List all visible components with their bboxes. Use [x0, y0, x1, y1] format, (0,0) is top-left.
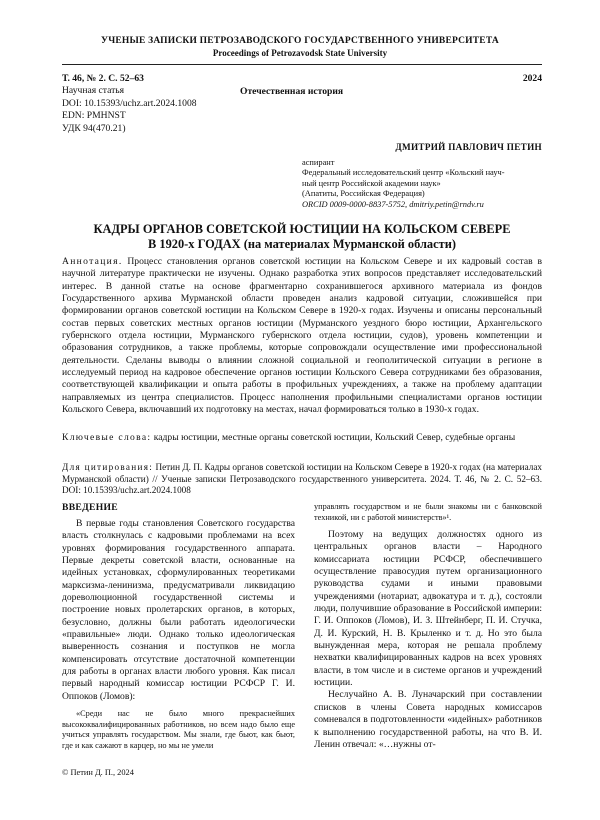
paragraph: В первые годы становления Советского государства власть столкнулась с кадровыми проблемами на всех уровнях формирования государственного аппарата. Первые декреты советской власти, основанные на идейных установках, сформулированных теоретиками марксизма-ленинизма, предусматривали ликвидацию дореволюционной государственной системы и построение новых пролетарских органов, в которых, безусловно, должны были работать идеологически «правильные» люди. Однако только идеологическая выверенность сознания и поступков не могла компенсировать отсутствие достаточной компетенции для работы в органах власти любого уровня. Как писал первый народный комиссар юстиции РСФСР Г. И. Оппоков (Ломов): [62, 518, 295, 702]
author-orcid-email: ORCID 0009-0000-8837-5752, dmitriy.petin@rndv.ru [302, 199, 484, 209]
citation-label: Для цитирования: [62, 462, 154, 472]
affiliation-line-2: ный центр Российской академии наук» [302, 178, 441, 188]
year: 2024 [522, 73, 542, 84]
author-position: аспирант [302, 158, 335, 167]
block-quote-end: управлять государством и не были знакомы ни с банковской техникой, ни с работой министерств»¹. [314, 502, 542, 522]
affiliation-location: (Апатиты, Российская Федерация) [302, 189, 425, 199]
udk: УДК 94(470.21) [62, 122, 126, 134]
abstract-label: Аннотация. [62, 256, 123, 267]
section-name: Отечественная история [240, 86, 344, 97]
edn: EDN: PMHNST [62, 110, 126, 122]
author-affiliation [302, 158, 542, 210]
paragraph: Неслучайно А. В. Луначарский при составлении списков в члены Совета народных комиссаров сомневался в подготовленности «идейных» работников к выполнению государственной работы, на что В. И. Ленин отвечал: «…нужны от- [314, 689, 542, 750]
doi: DOI: 10.15393/uchz.art.2024.1008 [62, 97, 197, 109]
article-meta [62, 73, 197, 135]
article-type: Научная статья [62, 85, 125, 97]
keywords [62, 432, 542, 444]
right-column [314, 502, 542, 751]
copyright: © Петин Д. П., 2024 [62, 768, 134, 777]
citation-text: Петин Д. П. Кадры органов советской юстиции на Кольском Севере в 1920-х годах (на материалах Мурманской области) // Ученые записки Петрозаводского государственного университета. 2024. Т. 46, № 2. С. 52–63. DOI: 10.15393/uchz.art.2024.1008 [62, 462, 542, 495]
abstract-text: Процесс становления органов советской юстиции на Кольском Севере и их кадровый состав в научной литературе практически не изучены. Однако разработка этих вопросов представляет исследовательский интерес. В данной статье на основе фрагментарно сохранившегося архивного материала из фондов Государственного архива Мурманской области проведен анализ кадровой ситуации, сложившейся при формировании органов советской юстиции на Кольском Севере в 1920-х годах. Изучены и описаны персональный состав первых советских местных органов юстиции (Мурманского уездного бюро юстиции, Архангельского губернского отдела юстиции, Мурманского губернского отдела юстиции, судов), уровень компетенции и образования сотрудников, а также проблемы, которые сопровождали осуществление ими профессиональной деятельности. Сделаны выводы о влиянии сложной социальной и геополитической ситуации в регионе в исследуемый период на кадровое обеспечение органов юстиции Кольского Севера сотрудниками без образования, соответствующей квалификации и опыта работы в профильных учреждениях, а также на проблему адаптации направляемых из центра специалистов. Процесс наполнения профильными специалистами органов юстиции Кольского Севера, включавший их подготовку на местах, начал формироваться только в 1930-х годах. [62, 256, 542, 416]
affiliation-line-1: Федеральный исследовательский центр «Кольский науч- [302, 168, 505, 178]
article-title [62, 222, 542, 252]
keywords-text: кадры юстиции, местные органы советской юстиции, Кольский Север, судебные органы [153, 432, 516, 443]
journal-title-english: Proceedings of Petrozavodsk State University [212, 48, 388, 58]
volume-info: Т. 46, № 2. С. 52–63 [62, 73, 144, 84]
header-divider [62, 64, 542, 65]
block-quote: «Среди нас не было много прекраснейших высококвалифицированных работников, но всем надо было еще учиться управлять государством. Мы знали, где бьют, как бьют, где и как сажают в карцер, но мы не умели [62, 709, 295, 750]
paragraph: Поэтому на ведущих должностях одного из центральных органов власти – Народного комиссариата юстиции РСФСР, обеспечившего осуществление правосудия путем организационного руководства судами и иными правовыми учреждениями (нотариат, адвокатура и т. д.), состояли люди, получившие образование в Российской империи: Г. И. Оппоков (Ломов), И. З. Штейнберг, П. И. Стучка, Д. И. Курский, Н. В. Крыленко и т. д. Но это была вынужденная мера, которая не решала проблему нехватки квалифицированных кадров на всех уровнях власти, в том числе и в системе органов и учреждений юстиции. [314, 529, 542, 689]
title-line-2: В 1920-х ГОДАХ (на материалах Мурманской области) [148, 237, 456, 251]
title-line-1: КАДРЫ ОРГАНОВ СОВЕТСКОЙ ЮСТИЦИИ НА КОЛЬСКОМ СЕВЕРЕ [93, 222, 511, 236]
citation [62, 462, 542, 497]
author-name: ДМИТРИЙ ПАВЛОВИЧ ПЕТИН [395, 142, 542, 152]
abstract [62, 256, 542, 416]
journal-title: УЧЕНЫЕ ЗАПИСКИ ПЕТРОЗАВОДСКОГО ГОСУДАРСТВЕННОГО УНИВЕРСИТЕТА [101, 36, 499, 46]
left-column [62, 518, 295, 751]
keywords-label: Ключевые слова: [62, 432, 152, 443]
section-heading-intro: ВВЕДЕНИЕ [62, 502, 118, 513]
